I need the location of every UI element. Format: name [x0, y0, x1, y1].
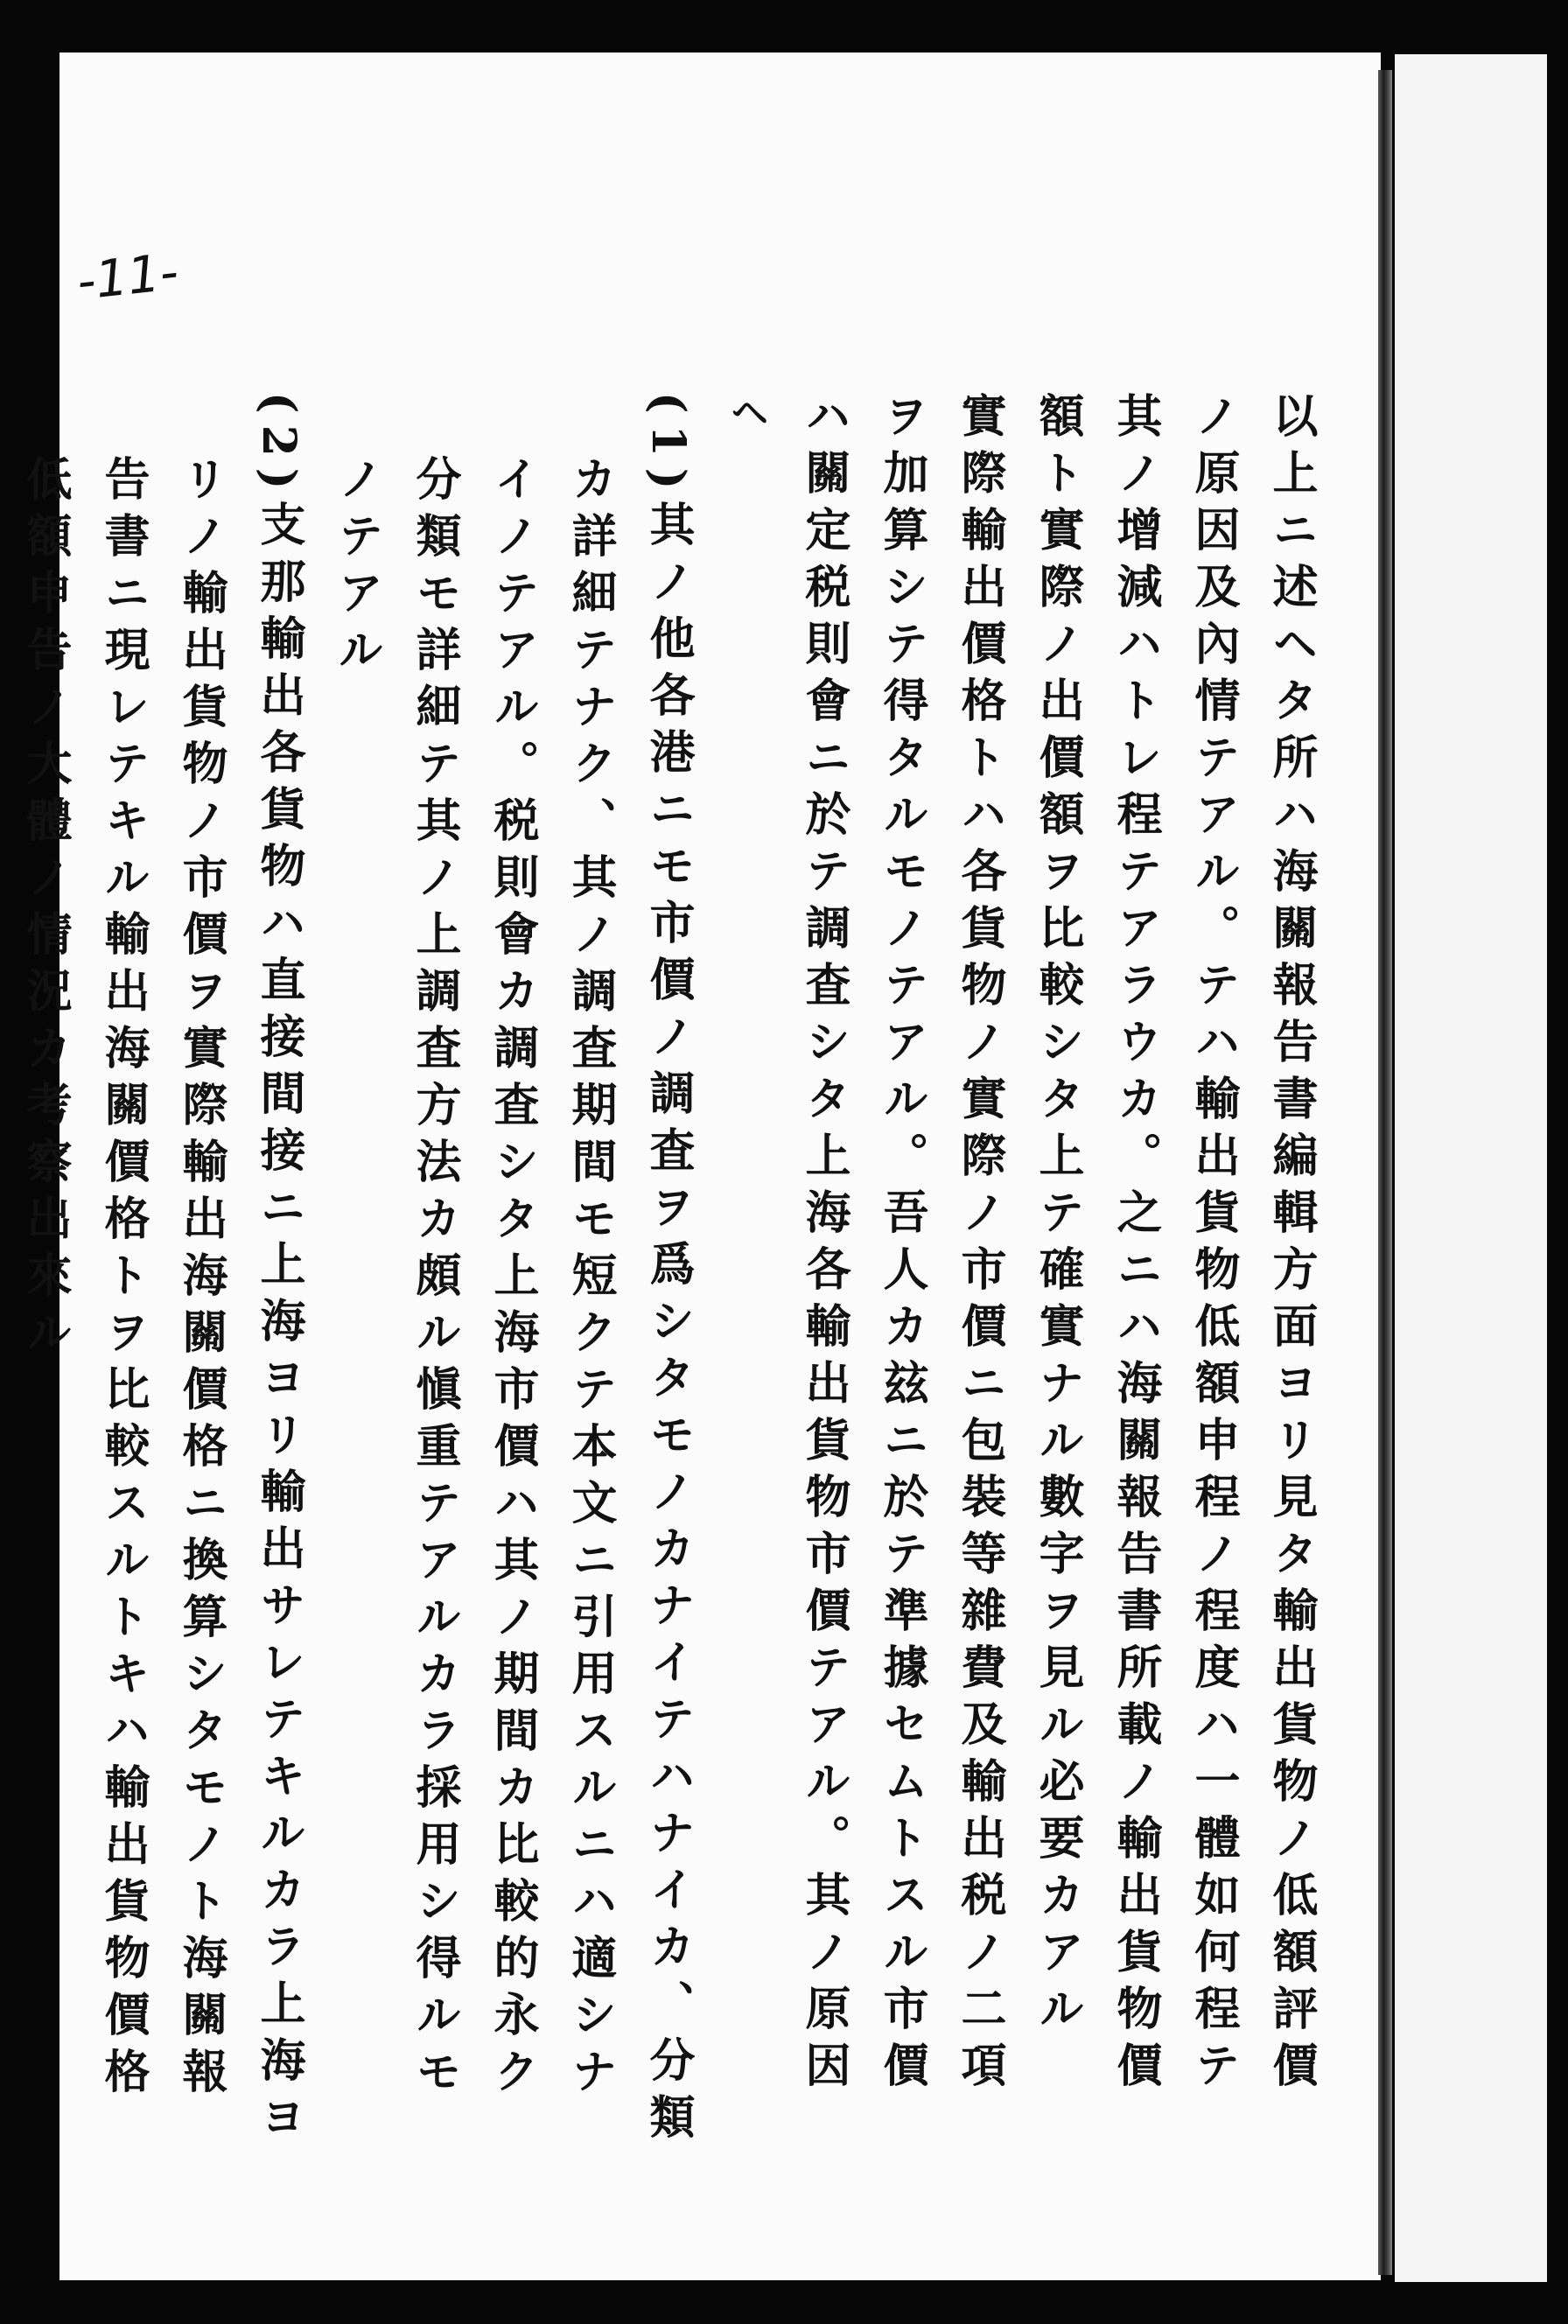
text-column-1: 以上ニ述ヘタ所ハ海關報告書編輯方面ヨリ見タ輸出貨物ノ低額評價: [1264, 392, 1318, 2098]
text-column-9: (1)其ノ他各港ニモ市價ノ調査ヲ爲シタモノカナイテハナイカ、分類: [641, 392, 695, 2151]
text-column-12: 分類モ詳細テ其ノ上調査方法カ頗ル愼重テアルカラ採用シ得ルモ: [408, 455, 461, 2104]
text-column-2: ノ原因及內情テアル。テハ輸出貨物低額申程ノ程度ハ一體如何程テ: [1186, 392, 1240, 2098]
text-column-3: 其ノ增減ハトレ程テアラウカ。之ニハ海關報告書所載ノ輸出貨物價: [1109, 392, 1162, 2098]
text-column-8: ヘ: [724, 392, 768, 442]
text-column-18: [0, 392, 6, 2160]
text-column-6: ヲ加算シテ得タルモノテアル。吾人カ玆ニ於テ準據セムトスル市價: [875, 392, 928, 2098]
text-column-14: (2)支那輸出各貨物ハ直接間接ニ上海ヨリ輸出サレテキルカラ上海ヨ: [252, 392, 305, 2151]
adjacent-page-edge: [1395, 54, 1547, 2282]
text-column-10: カ詳細テナク、其ノ調査期間モ短クテ本文ニ引用スルニハ適シナ: [564, 455, 617, 2104]
text-column-17: 低額申告ノ大體ノ情況カ考察出來ル: [18, 455, 72, 1365]
page-number: -11-: [74, 242, 181, 312]
text-column-5: 實際輸出價格トハ各貨物ノ實際ノ市價ニ包裝等雜費及輸出税ノ二項: [953, 392, 1006, 2098]
text-column-13: ノテアル: [330, 455, 383, 682]
text-column-16: 告書ニ現レテキル輸出海關價格トヲ比較スルトキハ輸出貨物價格: [96, 455, 150, 2104]
text-column-15: リノ輸出貨物ノ市價ヲ實際輸出海關價格ニ換算シタモノト海關報: [174, 455, 228, 2104]
binding-fold: [1378, 70, 1392, 2275]
text-column-11: イノテアル。税則會カ調査シタ上海市價ハ其ノ期間カ比較的永ク: [486, 455, 539, 2104]
vertical-text-body: [18, 392, 1330, 2160]
text-column-7: ハ關定税則會ニ於テ調査シタ上海各輸出貨物市價テアル。其ノ原因: [797, 392, 850, 2098]
text-column-4: 額ト實際ノ出價額ヲ比較シタ上テ確實ナル數字ヲ見ル必要カアル: [1031, 392, 1084, 2041]
